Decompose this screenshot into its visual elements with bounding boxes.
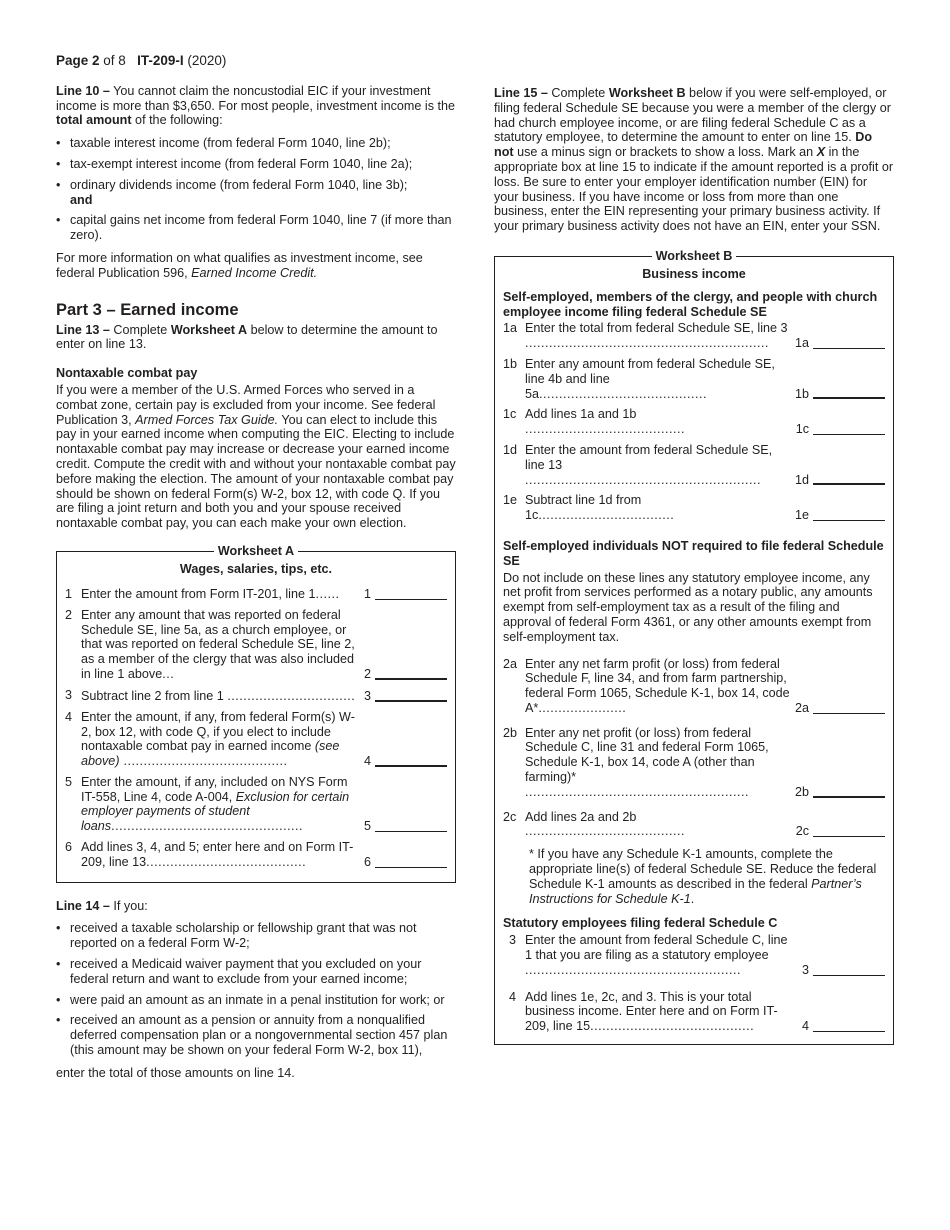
line14-closing: enter the total of those amounts on line 14. — [56, 1065, 295, 1080]
worksheet-b-line-2b: 2b Enter any net profit (or loss) from federal Schedule C, line 31 and federal Form 1065, Schedule K-1, box 14, code A (other than farming)* ........................................................ 2b — [503, 726, 885, 800]
worksheet-b-line-1e: 1e Subtract line 1d from 1c.................................. 1e — [503, 493, 885, 523]
line13-paragraph: Line 13 – Complete Worksheet A below to determine the amount to enter on line 13. — [56, 322, 438, 352]
section-heading: Self-employed individuals NOT required to file federal Schedule SE — [503, 538, 884, 568]
worksheet-b — [494, 248, 894, 1045]
entry-field[interactable] — [375, 666, 447, 680]
entry-field[interactable] — [813, 784, 885, 798]
part3-title: Part 3 – Earned income — [56, 300, 239, 319]
entry-field[interactable] — [813, 963, 885, 976]
entry-field[interactable] — [375, 819, 447, 832]
worksheet-a-line-3: 3 Subtract line 2 from line 1 ................................ 3 — [65, 688, 447, 704]
worksheet-b-line-1d: 1d Enter the amount from federal Schedule SE, line 13 ........................................................... 1d — [503, 443, 885, 487]
worksheet-b-title: Worksheet B — [652, 249, 737, 263]
list-item: • received a Medicaid waiver payment that you excluded on your federal return and want to exclude from your earned income; — [56, 957, 456, 987]
line10-paragraph: Line 10 – You cannot claim the noncustodial EIC if your investment income is more than $3,650. For most people, investment income is the total amount of the following: — [56, 83, 455, 128]
list-item: • taxable interest income (from federal Form 1040, line 2b); — [56, 136, 456, 151]
page-header: Page 2 of 8 IT-209-I (2020) — [56, 53, 227, 68]
list-item: • received an amount as a pension or annuity from a nonqualified deferred compensation plan or a nongovernmental section 457 plan (this amount may be shown on your federal Form W-2, box 11), — [56, 1013, 456, 1057]
worksheet-b-line-1b: 1b Enter any amount from federal Schedule SE, line 4b and line 5a.......................................... 1b — [503, 357, 885, 401]
entry-field[interactable] — [813, 824, 885, 837]
worksheet-a-title: Worksheet A — [214, 544, 298, 558]
list-item: • received a taxable scholarship or fellowship grant that was not reported on a federal Form W-2; — [56, 921, 456, 951]
worksheet-a-subtitle: Wages, salaries, tips, etc. — [179, 561, 333, 576]
entry-field[interactable] — [375, 753, 447, 767]
k1-note: * If you have any Schedule K-1 amounts, complete the appropriate line(s) of federal Schedule SE. Reduce the federal Schedule K-1 amounts as described in the federal Partner’s Instructions for Schedule K-1. — [529, 847, 877, 906]
combat-pay-heading: Nontaxable combat pay — [56, 366, 198, 381]
worksheet-a — [56, 543, 456, 883]
line14-intro: Line 14 – If you: — [56, 898, 148, 913]
section-heading: Statutory employees filing federal Schedule C — [503, 916, 778, 931]
worksheet-a-line-6: 6 Add lines 3, 4, and 5; enter here and on Form IT-209, line 13........................................ 6 — [65, 840, 447, 870]
left-column — [56, 54, 456, 1089]
worksheet-a-line-4: 4 Enter the amount, if any, from federal Form(s) W-2, box 12, with code Q, if you elect to include nontaxable combat pay in earned income (see above) ......................................... 4 — [65, 710, 447, 769]
worksheet-b-line-4: 4 Add lines 1e, 2c, and 3. This is your total business income. Enter here and on Form IT-209, line 15......................................... 4 — [503, 990, 885, 1034]
worksheet-b-line-1a: 1a Enter the total from federal Schedule SE, line 3 ............................................................. 1a — [503, 321, 885, 351]
line15-paragraph: Line 15 – Complete Worksheet B below if you were self-employed, or filing federal Schedule SE because you were a member of the clergy or had church employee income, or are filing federal Schedule C as a statutory employee, to determine the amount to enter on line 15. Do not use a minus sign or brackets to show a loss. Mark an X in the appropriate box at line 15 to indicate if the amount reported is a profit or loss. Be sure to enter your employer identification number (EIN) for your business. If you have income or loss from more than one business, enter the EIN representing your primary business activity. If your primary business activity does not have an EIN, enter your SSN. — [494, 86, 894, 234]
section-intro: Do not include on these lines any statutory employee income, any net profit from services performed as a notary public, any amounts exempt from self-employment tax as a result of the filing and approval of federal Form 4361, or any other amounts exempt from self-employment tax. — [503, 570, 873, 644]
entry-field[interactable] — [375, 855, 447, 868]
list-item: • ordinary dividends income (from federal Form 1040, line 3b); and — [56, 178, 456, 208]
line10-bullets — [56, 136, 456, 243]
section-heading: Self-employed, members of the clergy, and people with church employee income filing federal Schedule SE — [503, 289, 878, 319]
worksheet-b-subtitle: Business income — [642, 266, 746, 281]
worksheet-a-line-2: 2 Enter any amount that was reported on federal Schedule SE, line 5a, as a church employee, or that was reported on federal Schedule SE, line 2, as a member of the clergy that was also included in line 1 above... 2 — [65, 608, 447, 682]
entry-field[interactable] — [813, 471, 885, 485]
list-item: • were paid an amount as an inmate in a penal institution for work; or — [56, 993, 456, 1008]
list-item: • capital gains net income from federal Form 1040, line 7 (if more than zero). — [56, 213, 456, 243]
entry-field[interactable] — [813, 701, 885, 714]
line14-bullets — [56, 921, 456, 1057]
worksheet-a-line-1: 1 Enter the amount from Form IT-201, line 1...... 1 — [65, 587, 447, 602]
entry-field[interactable] — [375, 688, 447, 702]
worksheet-b-line-1c: 1c Add lines 1a and 1b ........................................ 1c — [503, 407, 885, 437]
entry-field[interactable] — [813, 385, 885, 399]
line10-more: For more information on what qualifies as investment income, see federal Publication 596, Earned Income Credit. — [56, 250, 423, 280]
combat-pay-paragraph: If you were a member of the U.S. Armed Forces who served in a combat zone, certain pay is excluded from your income. See federal Publication 3, Armed Forces Tax Guide. You can elect to include this pay in your earned income when computing the EIC. Electing to include nontaxable combat pay may increase or decrease your earned income credit. Compute the credit with and without your nontaxable combat pay before making the election. The amount of your nontaxable combat pay should be shown on federal Form(s) W-2, box 12, with code Q. If you are filing a joint return and both you and your spouse received nontaxable combat pay, you can each make your own election. — [56, 382, 456, 531]
worksheet-b-line-2c: 2c Add lines 2a and 2b ........................................ 2c — [503, 810, 885, 840]
right-column — [494, 86, 894, 1045]
entry-field[interactable] — [813, 422, 885, 435]
entry-field[interactable] — [813, 1019, 885, 1032]
list-item: • tax-exempt interest income (from federal Form 1040, line 2a); — [56, 157, 456, 172]
entry-field[interactable] — [813, 508, 885, 521]
entry-field[interactable] — [375, 587, 447, 600]
worksheet-a-line-5: 5 Enter the amount, if any, included on NYS Form IT-558, Line 4, code A-004, Exclusion for certain employer payments of student loans................................................ 5 — [65, 775, 447, 834]
worksheet-b-line-3: 3 Enter the amount from federal Schedule C, line 1 that you are filing as a statutory employee ...................................................... 3 — [503, 933, 885, 977]
entry-field[interactable] — [813, 336, 885, 349]
worksheet-b-line-2a: 2a Enter any net farm profit (or loss) from federal Schedule F, line 34, and from farm partnership, federal Form 1065, Schedule K-1, box 14, code A*...................... 2a — [503, 657, 885, 716]
